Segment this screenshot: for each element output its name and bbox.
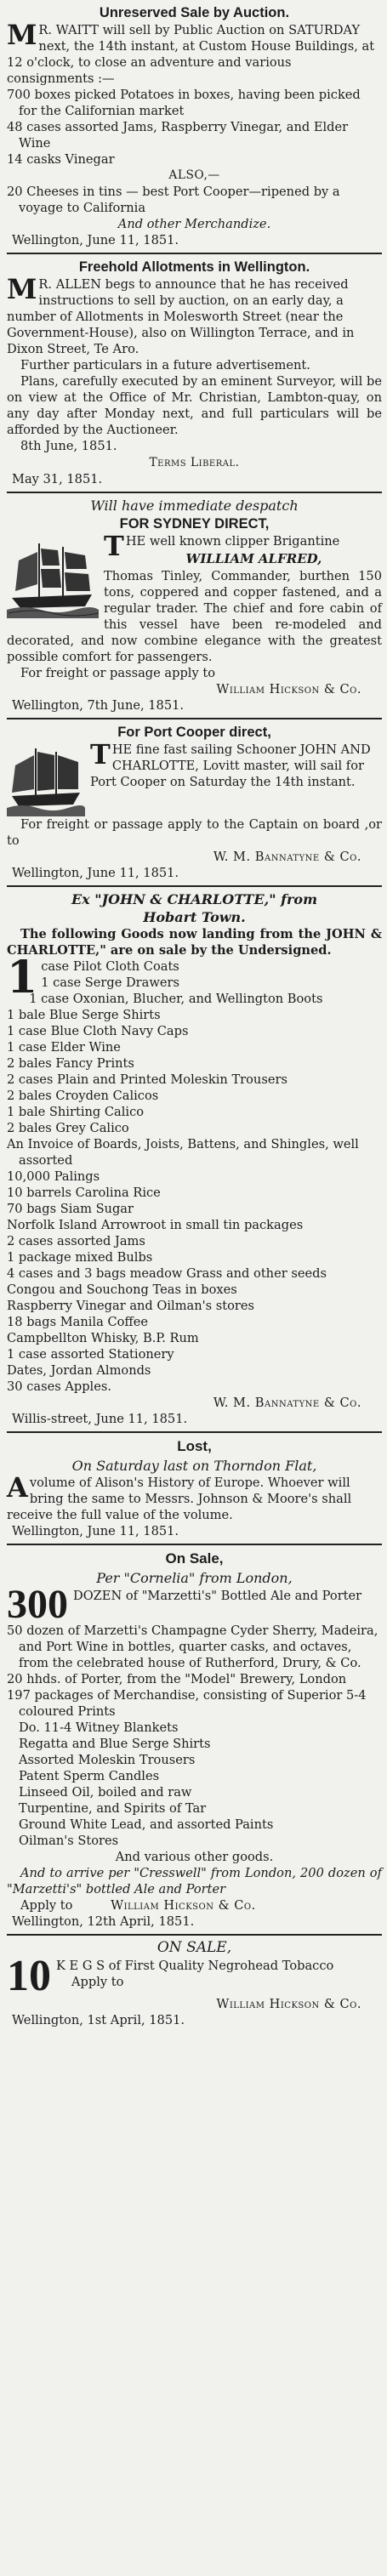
list-item: 2 cases assorted Jams [7,1234,145,1248]
drop-cap: T [104,530,124,562]
list-item: 30 cases Apples. [7,1379,111,1394]
ad-body: R. ALLEN begs to announce that he has received instructions to sell by auction, on an early day, a number of Allotments in Molesworth Street (near the Government-House), also on Willington Terrace, and in Dixon Street, Te Aro. [7,277,355,356]
signature: William Hickson & Co. [216,682,361,697]
despatch-line: Will have immediate despatch [90,498,299,514]
ad-date: Wellington, 7th June, 1851. [12,698,185,713]
list-item: case Pilot Cloth Coats [41,959,179,974]
ad-subheading: On Saturday last on Thorndon Flat, [71,1458,317,1474]
ad-date: May 31, 1851. [12,472,103,486]
ship-engraving-icon [7,535,99,618]
also-label: ALSO,— [168,168,220,182]
freight-text: For freight or passage apply to [20,666,215,680]
ad-port-cooper [7,723,382,887]
ad-heading: Lost, [177,1438,212,1454]
big-numeral: 10 [7,1952,51,2000]
list-item: Turpentine, and Spirits of Tar [19,1801,207,1816]
list-item: Congou and Souchong Teas in boxes [7,1282,237,1297]
list-item: 2 bales Fancy Prints [7,1056,134,1071]
list-item: 2 bales Croyden Calicos [7,1089,159,1103]
list-item: 1 case Blue Cloth Navy Caps [7,1024,189,1038]
list-item: Assorted Moleskin Trousers [19,1753,196,1767]
ad-lead: DOZEN of "Marzetti's" Bottled Ale and Porter [73,1589,362,1603]
drop-cap: M [7,273,37,305]
drop-cap: T [90,738,111,771]
list-item: Patent Sperm Candles [19,1769,160,1783]
ad-heading: For Port Cooper direct, [117,725,271,740]
list-item: 20 Cheeses in tins — best Port Cooper—ripened by a voyage to California [7,185,340,215]
ad-date: 8th June, 1851. [20,439,117,453]
ad-date: Wellington, June 11, 1851. [12,233,179,247]
list-item: 10 barrels Carolina Rice [7,1186,161,1200]
ad-intro: The following Goods now landing from the JOHN & CHARLOTTE," are on sale by the Undersigned. [7,927,382,958]
arrive-text: And to arrive per "Cresswell" from London, 200 dozen of "Marzetti's" bottled Ale and Porter [7,1866,382,1896]
further-text: Further particulars in a future advertisement. [20,358,310,372]
drop-cap: A [7,1471,28,1504]
signature: W. M. Bannatyne & Co. [213,850,361,864]
drop-cap: M [7,19,37,51]
apply-text: Apply to [20,1898,73,1913]
list-item: 1 case assorted Stationery [7,1347,174,1362]
big-numeral: 1 [7,952,38,1004]
ad-date: Wellington, June 11, 1851. [12,866,179,880]
ad-heading: Ex "JOHN & CHARLOTTE," from [71,891,318,907]
ad-heading-2: Hobart Town. [143,909,246,925]
list-item: An Invoice of Boards, Joists, Battens, and Shingles, well assorted [7,1137,359,1168]
list-item: 1 case Serge Drawers [41,975,179,990]
ad-body: R. WAITT will sell by Public Auction on SATURDAY next, the 14th instant, at Custom House Buildings, at 12 o'clock, to close an adventure and various consignments :— [7,23,375,86]
apply-text: Apply to [71,1975,124,1989]
list-item: And various other goods. [115,1850,274,1864]
list-item: 700 boxes picked Potatoes in boxes, having been picked for the Californian market [7,88,361,118]
schooner-engraving-icon [7,743,85,816]
ad-body: volume of Alison's History of Europe. Whoever will bring the same to Messrs. Johnson & Moore's shall receive the full value of the volume. [7,1476,352,1522]
list-item: 1 package mixed Bulbs [7,1250,153,1265]
ad-lost [7,1436,382,1545]
signature: William Hickson & Co. [111,1898,256,1913]
ad-heading: ON SALE, [157,1939,232,1956]
ad-subheading: Per "Cornelia" from London, [96,1570,293,1586]
list-item: Regatta and Blue Serge Shirts [19,1737,211,1751]
list-item: 14 casks Vinegar [7,152,115,167]
list-item: Ground White Lead, and assorted Paints [19,1817,274,1832]
freight-text: For freight or passage apply to the Captain on board ,or to [7,817,382,848]
big-numeral: 300 [7,1582,68,1627]
ad-date: Wellington, June 11, 1851. [12,1524,179,1538]
list-item: Linseed Oil, boiled and raw [19,1785,192,1800]
ad-freehold-allotments [7,258,382,493]
ad-unreserved-auction [7,3,382,254]
ad-date: Willis-street, June 11, 1851. [12,1412,188,1426]
list-item: 48 cases assorted Jams, Raspberry Vinegar, and Elder Wine [7,120,349,151]
list-item: 197 packages of Merchandise, consisting of Superior 5-4 coloured Prints [7,1688,367,1719]
ad-heading: On Sale, [165,1550,224,1567]
ad-tobacco [7,1939,382,2029]
ad-heading: Freehold Allotments in Wellington. [78,259,310,275]
list-item: 1 bale Blue Serge Shirts [7,1008,161,1022]
list-item: Oilman's Stores [19,1834,119,1848]
list-item: 70 bags Siam Sugar [7,1202,134,1216]
terms-text: Terms Liberal. [149,456,240,469]
ad-body: Thomas Tinley, Commander, burthen 150 tons, coppered and copper fastened, and a regular trader. The chief and fore cabin of this vessel have been re-modeled and decorated, and now combine elegance with the greatest possible comfort for passengers. [7,569,382,664]
ad-hobart-goods [7,890,382,1433]
plans-text: Plans, carefully executed by an eminent Surveyor, will be on view at the Office of Mr. Christian, Lambton-quay, on any day after Monday next, and full particulars will be afforded by the Auctioneer. [7,374,382,437]
ad-body: HE fine fast sailing Schooner JOHN AND CHARLOTTE, Lovitt master, will sail for Port Cooper on Saturday the 14th instant. [90,742,371,789]
list-item: Campbellton Whisky, B.P. Rum [7,1331,199,1345]
ad-intro: HE well known clipper Brigantine [125,534,340,549]
list-item: Dates, Jordan Almonds [7,1363,151,1378]
list-item: 20 hhds. of Porter, from the "Model" Brewery, London [7,1672,347,1686]
ad-date: Wellington, 1st April, 1851. [12,2013,185,2027]
ad-date: Wellington, 12th April, 1851. [12,1914,195,1929]
ad-heading: FOR SYDNEY DIRECT, [119,516,270,532]
list-item: 1 case Elder Wine [7,1040,121,1055]
ad-on-sale-cornelia [7,1549,382,1936]
signature: William Hickson & Co. [216,1997,361,2011]
ad-lead: K E G S of First Quality Negrohead Tobacco [56,1959,334,1973]
ad-heading: Unreserved Sale by Auction. [99,5,290,20]
list-item: 4 cases and 3 bags meadow Grass and other seeds [7,1266,327,1281]
list-item: Raspberry Vinegar and Oilman's stores [7,1299,255,1313]
list-item: 18 bags Manila Coffee [7,1315,149,1329]
list-item: 10,000 Palings [7,1169,100,1184]
list-item: Norfolk Island Arrowroot in small tin packages [7,1218,304,1232]
signature: W. M. Bannatyne & Co. [213,1396,361,1410]
list-item: 1 bale Shirting Calico [7,1105,145,1119]
ship-name: WILLIAM ALFRED, [185,551,322,566]
ad-sydney-direct [7,497,382,719]
other-merch: And other Merchandize. [117,217,271,231]
list-item: Do. 11-4 Witney Blankets [19,1720,179,1735]
list-item: 2 cases Plain and Printed Moleskin Trousers [7,1072,287,1087]
list-item: 1 case Oxonian, Blucher, and Wellington Boots [29,992,323,1006]
list-item: 2 bales Grey Calico [7,1121,129,1135]
list-item: 50 dozen of Marzetti's Champagne Cyder Sherry, Madeira, and Port Wine in bottles, quarter casks, and octaves, from the celebrated house of Rutherford, Drury, & Co. [7,1624,378,1670]
